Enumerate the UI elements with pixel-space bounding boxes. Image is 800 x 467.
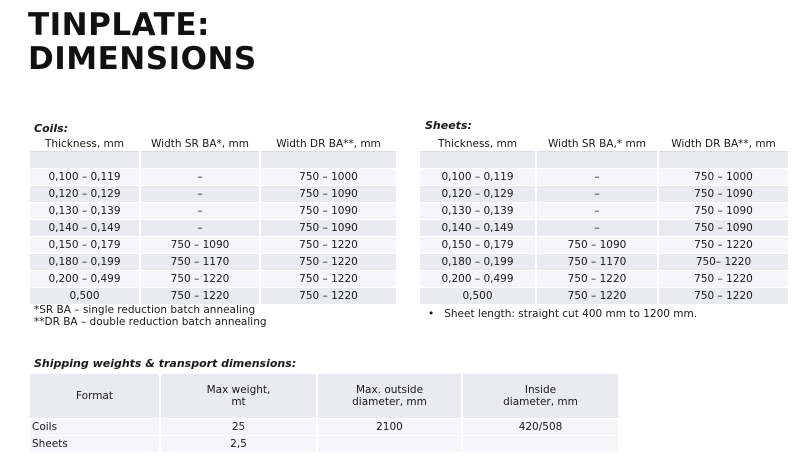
coils-header-thickness: Thickness, mm — [30, 136, 140, 152]
title-line-1: TINPLATE: — [28, 7, 210, 43]
table-cell — [420, 152, 536, 169]
shipping-table — [30, 374, 618, 452]
shipping-header-format: Format — [30, 374, 160, 419]
table-row — [420, 288, 788, 305]
table-cell — [536, 152, 658, 169]
shipping-label: Shipping weights & transport dimensions: — [34, 357, 297, 370]
table-row — [30, 220, 396, 237]
table-row — [30, 186, 396, 203]
table-cell: 25 — [160, 419, 317, 436]
table-cell: 750 – 1220 — [536, 288, 658, 305]
table-row — [420, 169, 788, 186]
table-cell: 750 – 1090 — [260, 220, 396, 237]
shipping-header-inside-diameter: Inside diameter, mm — [462, 374, 618, 419]
table-cell: 750 – 1000 — [658, 169, 788, 186]
sheets-table — [420, 136, 788, 305]
table-cell: 0,500 — [420, 288, 536, 305]
table-cell — [658, 152, 788, 169]
table-row — [30, 271, 396, 288]
sheets-spacer-row — [420, 152, 788, 169]
bullet-icon: • — [428, 308, 435, 320]
table-cell: 0,100 – 0,119 — [30, 169, 140, 186]
table-cell — [140, 152, 260, 169]
table-row — [30, 288, 396, 305]
coils-label: Coils: — [34, 122, 69, 135]
table-cell: 0,120 – 0,129 — [30, 186, 140, 203]
table-cell: 0,120 – 0,129 — [420, 186, 536, 203]
table-cell: – — [536, 220, 658, 237]
table-row — [30, 254, 396, 271]
sheets-label: Sheets: — [425, 119, 472, 132]
sheets-header-thickness: Thickness, mm — [420, 136, 536, 152]
table-cell: 750 – 1090 — [658, 203, 788, 220]
table-cell: – — [140, 186, 260, 203]
table-row — [420, 203, 788, 220]
shipping-table-body — [30, 419, 618, 453]
title-line-2: DIMENSIONS — [28, 41, 257, 77]
table-cell — [30, 152, 140, 169]
table-cell: 750 – 1090 — [140, 237, 260, 254]
table-cell: 0,100 – 0,119 — [420, 169, 536, 186]
table-cell: 750 – 1220 — [260, 271, 396, 288]
table-row — [420, 220, 788, 237]
table-cell: 750 – 1170 — [536, 254, 658, 271]
table-cell: 0,180 – 0,199 — [420, 254, 536, 271]
coils-header-width-dr: Width DR BA**, mm — [260, 136, 396, 152]
table-cell: – — [140, 220, 260, 237]
table-cell: 750 – 1220 — [658, 271, 788, 288]
table-cell: 0,130 – 0,139 — [420, 203, 536, 220]
table-cell: – — [536, 169, 658, 186]
table-cell: Sheets — [30, 436, 160, 453]
table-cell: 0,180 – 0,199 — [30, 254, 140, 271]
shipping-header-outside-diameter: Max. outside diameter, mm — [317, 374, 462, 419]
table-cell: 750 – 1090 — [260, 203, 396, 220]
table-cell: – — [140, 203, 260, 220]
table-row — [420, 237, 788, 254]
table-cell: 0,150 – 0,179 — [420, 237, 536, 254]
table-cell: 0,200 – 0,499 — [30, 271, 140, 288]
shipping-header-max-weight: Max weight, mt — [160, 374, 317, 419]
table-cell: 750 – 1220 — [260, 254, 396, 271]
sheets-header-width-sr: Width SR BA,* mm — [536, 136, 658, 152]
table-cell: 750 – 1220 — [260, 237, 396, 254]
table-row — [420, 186, 788, 203]
table-cell: 750 – 1090 — [658, 220, 788, 237]
table-row — [30, 419, 618, 436]
table-cell: 750 – 1220 — [260, 288, 396, 305]
coils-spacer-row — [30, 152, 396, 169]
table-cell: 750 – 1220 — [536, 271, 658, 288]
table-cell: – — [536, 203, 658, 220]
table-cell: 0,200 – 0,499 — [420, 271, 536, 288]
page-title — [28, 8, 257, 76]
sheets-header-row — [420, 136, 788, 152]
shipping-header-row — [30, 374, 618, 419]
table-row — [420, 271, 788, 288]
table-cell: Coils — [30, 419, 160, 436]
table-cell: 2,5 — [160, 436, 317, 453]
table-cell: 750– 1220 — [658, 254, 788, 271]
sheets-header-width-dr: Width DR BA**, mm — [658, 136, 788, 152]
table-cell — [462, 436, 618, 453]
table-cell — [317, 436, 462, 453]
table-cell: 750 – 1220 — [140, 271, 260, 288]
coils-footnote-sr: *SR BA – single reduction batch annealing — [34, 304, 256, 316]
sheets-table-body — [420, 152, 788, 305]
table-cell: 750 – 1090 — [658, 186, 788, 203]
table-cell: 750 – 1090 — [260, 186, 396, 203]
table-cell: 750 – 1220 — [140, 288, 260, 305]
table-cell: 420/508 — [462, 419, 618, 436]
coils-header-row — [30, 136, 396, 152]
table-cell: 750 – 1220 — [658, 288, 788, 305]
coils-footnote-dr: **DR BA – double reduction batch annealing — [34, 316, 267, 328]
table-cell: 0,500 — [30, 288, 140, 305]
sheet-length-text: Sheet length: straight cut 400 mm to 1200 mm. — [444, 308, 698, 320]
table-cell: 750 – 1170 — [140, 254, 260, 271]
table-cell: – — [536, 186, 658, 203]
table-cell: 0,140 – 0,149 — [420, 220, 536, 237]
table-cell: 0,150 – 0,179 — [30, 237, 140, 254]
table-cell: 0,140 – 0,149 — [30, 220, 140, 237]
table-row — [30, 237, 396, 254]
table-cell — [260, 152, 396, 169]
table-cell: 0,130 – 0,139 — [30, 203, 140, 220]
table-row — [30, 169, 396, 186]
table-cell: – — [140, 169, 260, 186]
table-row — [30, 203, 396, 220]
coils-table — [30, 136, 396, 305]
sheet-length-note — [428, 308, 697, 320]
table-cell: 750 – 1000 — [260, 169, 396, 186]
coils-header-width-sr: Width SR BA*, mm — [140, 136, 260, 152]
table-row — [30, 436, 618, 453]
table-cell: 2100 — [317, 419, 462, 436]
table-row — [420, 254, 788, 271]
coils-table-body — [30, 152, 396, 305]
table-cell: 750 – 1090 — [536, 237, 658, 254]
table-cell: 750 – 1220 — [658, 237, 788, 254]
